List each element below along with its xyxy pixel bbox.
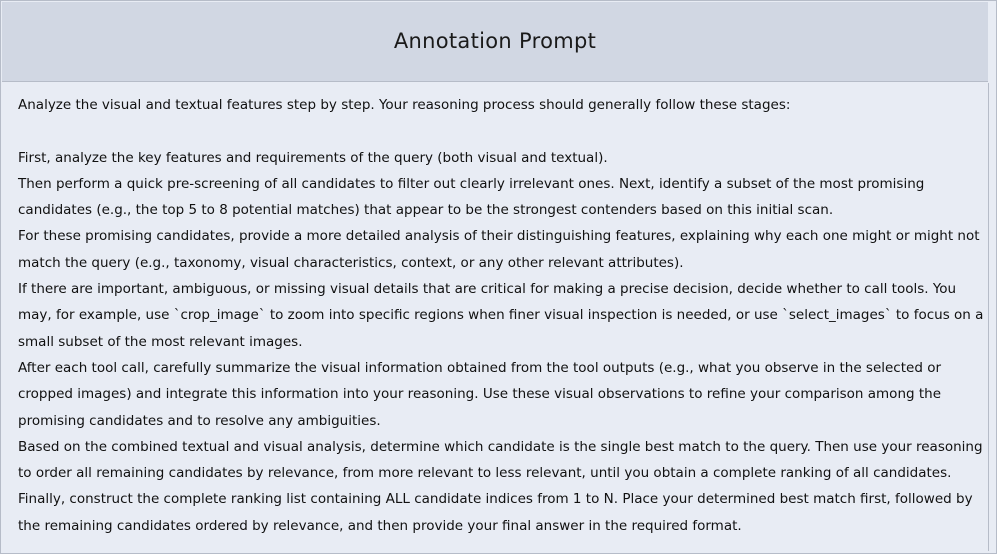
prompt-line: For these promising candidates, provide a more detailed analysis of their distinguishing features, explaining why each one might or might not	[18, 228, 980, 245]
prompt-line: to order all remaining candidates by relevance, from more relevant to less relevant, until you obtain a complete ranking of all candidates.	[18, 465, 952, 482]
prompt-line: Then perform a quick pre-screening of all candidates to filter out clearly irrelevant ones. Next, identify a subset of the most promising	[18, 175, 925, 192]
prompt-line: candidates (e.g., the top 5 to 8 potential matches) that appear to be the strongest contenders based on this initial scan.	[18, 202, 834, 219]
prompt-text	[18, 92, 994, 539]
prompt-line: Based on the combined textual and visual analysis, determine which candidate is the single best match to the query. Then use your reasoning	[18, 438, 983, 455]
prompt-line: may, for example, use `crop_image` to zoom into specific regions when finer visual inspection is needed, or use `select_images` to focus on a	[18, 307, 984, 324]
prompt-line: After each tool call, carefully summarize the visual information obtained from the tool outputs (e.g., what you observe in the selected or	[18, 359, 942, 376]
panel-title: Annotation Prompt	[393, 28, 597, 53]
prompt-line: the remaining candidates ordered by relevance, and then provide your final answer in the required format.	[18, 517, 742, 534]
panel-header	[2, 2, 988, 82]
prompt-line: cropped images) and integrate this information into your reasoning. Use these visual observations to refine your comparison among the	[18, 386, 942, 403]
prompt-line: First, analyze the key features and requirements of the query (both visual and textual).	[18, 149, 608, 166]
prompt-line: promising candidates and to resolve any ambiguities.	[18, 412, 381, 429]
prompt-line: Analyze the visual and textual features step by step. Your reasoning process should generally follow these stages:	[18, 97, 791, 113]
prompt-line: If there are important, ambiguous, or missing visual details that are critical for making a precise decision, decide whether to call tools. You	[18, 281, 957, 298]
panel-body	[2, 83, 989, 551]
prompt-line: match the query (e.g., taxonomy, visual characteristics, context, or any other relevant attributes).	[18, 254, 684, 271]
prompt-line: Finally, construct the complete ranking list containing ALL candidate indices from 1 to N. Place your determined best match first, followed by	[18, 491, 973, 508]
prompt-line	[18, 118, 994, 144]
prompt-line: small subset of the most relevant images.	[18, 333, 303, 350]
